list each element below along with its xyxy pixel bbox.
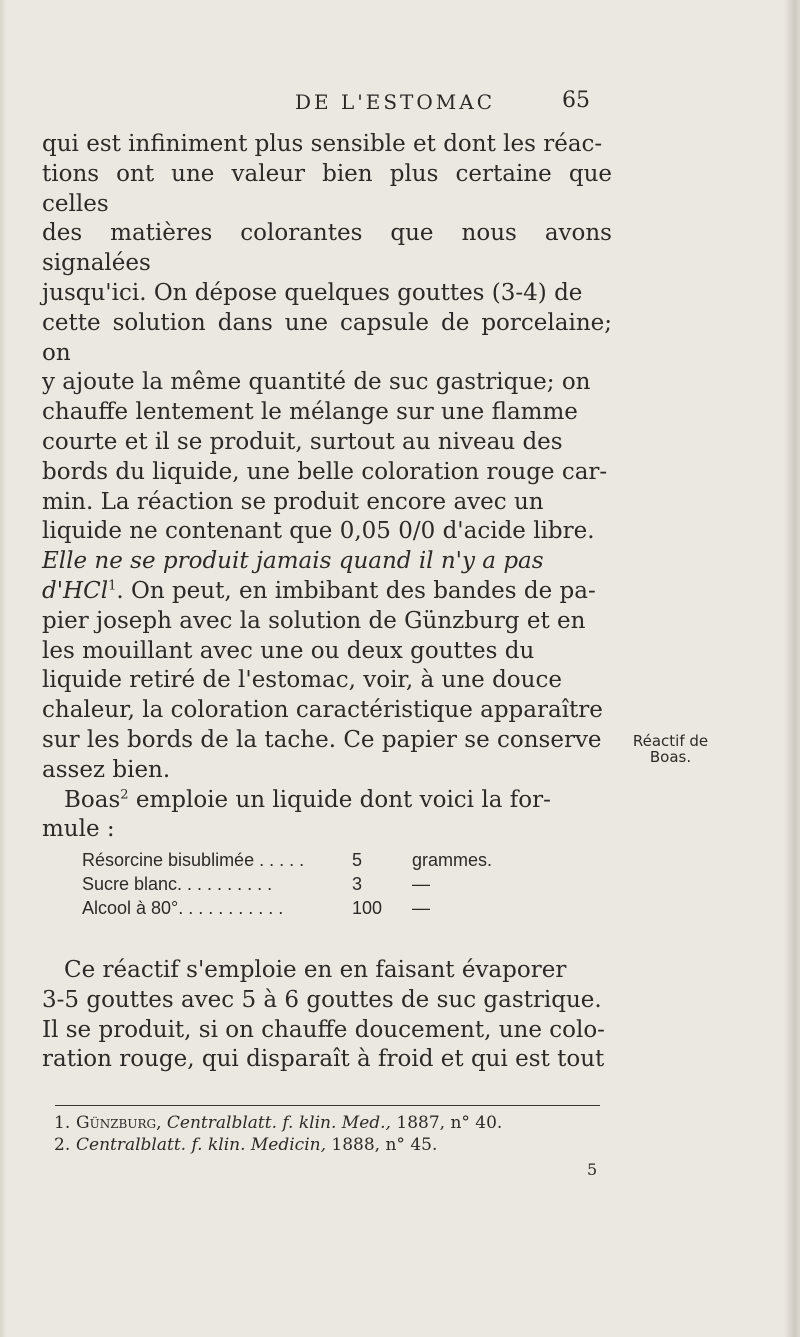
text-line bbox=[42, 577, 612, 607]
text-line: Il se produit, si on chauffe doucement, une colo- bbox=[42, 1016, 605, 1043]
text-line: mule : bbox=[42, 816, 115, 843]
footnote-1 bbox=[54, 1112, 614, 1134]
text-line: liquide ne contenant que 0,05 0/0 d'acide libre. bbox=[42, 518, 595, 545]
text-line: chauffe lentement le mélange sur une flamme bbox=[42, 399, 578, 426]
footnote-ref-1[interactable]: 1 bbox=[108, 578, 117, 594]
text-line: courte et il se produit, surtout au niveau des bbox=[42, 428, 563, 455]
second-paragraph bbox=[42, 956, 612, 1075]
footnote-text bbox=[76, 1112, 502, 1134]
text-line: Elle ne se produit jamais quand il n'y a pas bbox=[42, 548, 544, 575]
marginal-note bbox=[623, 733, 718, 765]
text-line: 3-5 gouttes avec 5 à 6 gouttes de suc gastrique. bbox=[42, 986, 602, 1013]
text-line: ration rouge, qui disparaît à froid et qui est tout bbox=[42, 1046, 605, 1073]
text-line: les mouillant avec une ou deux gouttes du bbox=[42, 637, 535, 664]
text-line: liquide retiré de l'estomac, voir, à une douce bbox=[42, 667, 562, 694]
footnote-details: 1887, n° 40. bbox=[390, 1113, 503, 1133]
text-line: y ajoute la même quantité de suc gastrique; on bbox=[42, 369, 591, 396]
recipe-row bbox=[82, 896, 582, 920]
footnote-details: 1888, n° 45. bbox=[326, 1135, 438, 1155]
ingredient-name: Sucre blanc. . . . . . . . . . bbox=[82, 874, 273, 894]
recipe-row bbox=[82, 848, 582, 872]
ingredient-unit: — bbox=[412, 874, 430, 894]
ingredient-name: Résorcine bisublimée . . . . . bbox=[82, 850, 305, 870]
text-line: assez bien. bbox=[42, 756, 171, 783]
running-title: DE L'ESTOMAC bbox=[294, 90, 496, 114]
text-line: Ce réactif s'emploie en en faisant évaporer bbox=[64, 957, 567, 983]
footnote-ref-2[interactable]: 2 bbox=[120, 786, 129, 802]
text-line: jusqu'ici. On dépose quelques gouttes (3-4) de bbox=[42, 279, 583, 306]
text-run: . On peut, en imbibant des bandes de pa- bbox=[116, 577, 596, 604]
text-line: sur les bords de la tache. Ce papier se conserve bbox=[42, 726, 602, 753]
marginal-line: Boas. bbox=[649, 748, 692, 766]
text-line: tions ont une valeur bien plus certaine que celles bbox=[42, 160, 612, 217]
italic-hcl: d'HCl bbox=[42, 577, 109, 604]
footnote-journal: Centralblatt. f. klin. Med., bbox=[161, 1113, 391, 1133]
footnote-author: Günzburg, bbox=[76, 1113, 162, 1133]
footnote-2 bbox=[54, 1134, 614, 1156]
footnotes bbox=[54, 1112, 614, 1156]
text-line bbox=[42, 786, 612, 816]
text-line: cette solution dans une capsule de porcelaine; on bbox=[42, 309, 612, 366]
text-line: pier joseph avec la solution de Günzburg et en bbox=[42, 607, 586, 634]
marginal-line: Réactif de bbox=[632, 732, 709, 750]
page-number: 65 bbox=[562, 88, 590, 113]
footnote-number: 1. bbox=[54, 1113, 71, 1133]
ingredient-name: Alcool à 80°. . . . . . . . . . . bbox=[82, 898, 284, 918]
page-edge bbox=[784, 0, 800, 1337]
running-head bbox=[0, 88, 800, 120]
ingredient-unit: grammes. bbox=[412, 850, 493, 870]
text-line: qui est infiniment plus sensible et dont les réac- bbox=[42, 131, 603, 157]
text-line: chaleur, la coloration caractéristique apparaître bbox=[42, 697, 603, 724]
ingredient-quantity: 5 bbox=[352, 850, 363, 870]
boas-name: Boas bbox=[64, 786, 121, 813]
recipe-row bbox=[82, 872, 582, 896]
ingredient-quantity: 100 bbox=[352, 898, 383, 918]
footnote-text bbox=[76, 1134, 437, 1156]
gutter-shadow bbox=[0, 0, 6, 1337]
text-line: des matières colorantes que nous avons signalées bbox=[42, 220, 612, 277]
text-run: emploie un liquide dont voici la for- bbox=[128, 786, 551, 813]
ingredient-unit: — bbox=[412, 898, 430, 918]
main-paragraph bbox=[42, 130, 612, 845]
text-line: bords du liquide, une belle coloration rouge car- bbox=[42, 458, 608, 485]
recipe-table bbox=[82, 848, 582, 920]
footnote-number: 2. bbox=[54, 1135, 71, 1155]
signature-mark: 5 bbox=[587, 1160, 598, 1179]
footnote-rule bbox=[55, 1105, 600, 1106]
ingredient-quantity: 3 bbox=[352, 874, 363, 894]
text-line: min. La réaction se produit encore avec un bbox=[42, 488, 544, 515]
footnote-journal: Centralblatt. f. klin. Medicin, bbox=[76, 1135, 326, 1155]
